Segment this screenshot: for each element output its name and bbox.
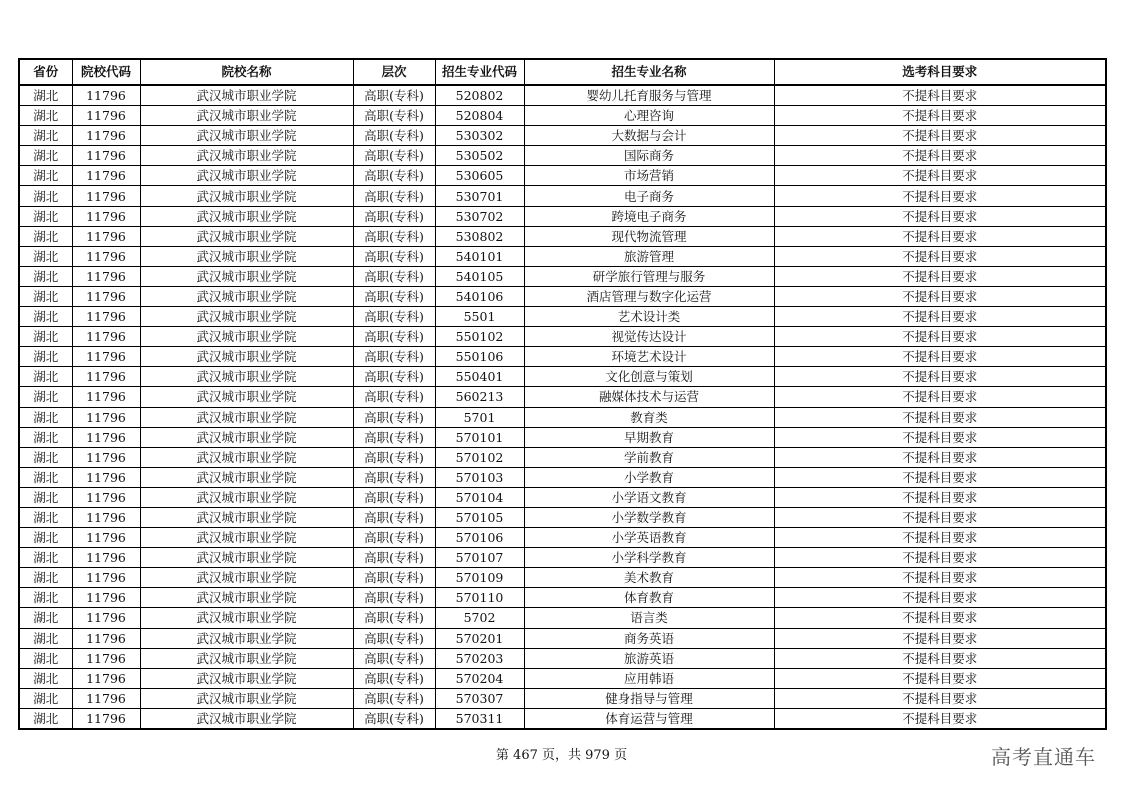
cell-province: 湖北 (19, 387, 72, 407)
cell-province: 湖北 (19, 186, 72, 206)
header-major-name: 招生专业名称 (524, 59, 774, 85)
table-row (19, 648, 1106, 668)
cell-major-name: 美术教育 (524, 568, 774, 588)
cell-major-name: 商务英语 (524, 628, 774, 648)
cell-major-name: 跨境电子商务 (524, 206, 774, 226)
cell-level: 高职(专科) (353, 206, 435, 226)
cell-province: 湖北 (19, 106, 72, 126)
cell-level: 高职(专科) (353, 588, 435, 608)
cell-province: 湖北 (19, 407, 72, 427)
cell-subject-requirement: 不提科目要求 (774, 467, 1106, 487)
cell-province: 湖北 (19, 327, 72, 347)
cell-major-code: 530502 (435, 146, 524, 166)
table-row (19, 106, 1106, 126)
cell-level: 高职(专科) (353, 126, 435, 146)
cell-major-code: 540105 (435, 266, 524, 286)
cell-school-code: 11796 (72, 688, 140, 708)
table-row (19, 588, 1106, 608)
cell-province: 湖北 (19, 206, 72, 226)
cell-school-code: 11796 (72, 166, 140, 186)
cell-major-code: 570307 (435, 688, 524, 708)
cell-major-name: 教育类 (524, 407, 774, 427)
cell-subject-requirement: 不提科目要求 (774, 528, 1106, 548)
table-row (19, 467, 1106, 487)
cell-province: 湖北 (19, 608, 72, 628)
cell-major-code: 540106 (435, 286, 524, 306)
table-row (19, 146, 1106, 166)
cell-school-name: 武汉城市职业学院 (140, 487, 353, 507)
cell-level: 高职(专科) (353, 427, 435, 447)
cell-major-code: 570102 (435, 447, 524, 467)
cell-school-name: 武汉城市职业学院 (140, 286, 353, 306)
cell-major-code: 550401 (435, 367, 524, 387)
cell-school-name: 武汉城市职业学院 (140, 588, 353, 608)
table-row (19, 126, 1106, 146)
cell-subject-requirement: 不提科目要求 (774, 286, 1106, 306)
table-body (19, 85, 1106, 729)
cell-school-code: 11796 (72, 668, 140, 688)
cell-school-name: 武汉城市职业学院 (140, 668, 353, 688)
cell-major-code: 520802 (435, 85, 524, 106)
cell-school-name: 武汉城市职业学院 (140, 708, 353, 729)
cell-province: 湖北 (19, 266, 72, 286)
cell-subject-requirement: 不提科目要求 (774, 327, 1106, 347)
header-subject-requirement: 选考科目要求 (774, 59, 1106, 85)
table-row (19, 166, 1106, 186)
cell-level: 高职(专科) (353, 85, 435, 106)
header-major-code: 招生专业代码 (435, 59, 524, 85)
cell-province: 湖北 (19, 688, 72, 708)
cell-level: 高职(专科) (353, 467, 435, 487)
cell-major-name: 旅游英语 (524, 648, 774, 668)
cell-major-name: 电子商务 (524, 186, 774, 206)
cell-subject-requirement: 不提科目要求 (774, 106, 1106, 126)
cell-subject-requirement: 不提科目要求 (774, 568, 1106, 588)
cell-school-name: 武汉城市职业学院 (140, 85, 353, 106)
cell-subject-requirement: 不提科目要求 (774, 708, 1106, 729)
cell-school-name: 武汉城市职业学院 (140, 106, 353, 126)
cell-school-code: 11796 (72, 387, 140, 407)
cell-major-name: 体育教育 (524, 588, 774, 608)
cell-subject-requirement: 不提科目要求 (774, 246, 1106, 266)
cell-province: 湖北 (19, 427, 72, 447)
cell-province: 湖北 (19, 708, 72, 729)
cell-level: 高职(专科) (353, 648, 435, 668)
cell-level: 高职(专科) (353, 286, 435, 306)
cell-major-name: 婴幼儿托育服务与管理 (524, 85, 774, 106)
cell-major-code: 570106 (435, 528, 524, 548)
cell-province: 湖北 (19, 447, 72, 467)
cell-major-name: 环境艺术设计 (524, 347, 774, 367)
cell-school-name: 武汉城市职业学院 (140, 688, 353, 708)
cell-major-name: 小学数学教育 (524, 507, 774, 527)
table-row (19, 447, 1106, 467)
cell-major-name: 小学英语教育 (524, 528, 774, 548)
cell-school-code: 11796 (72, 307, 140, 327)
cell-major-code: 570104 (435, 487, 524, 507)
cell-level: 高职(专科) (353, 106, 435, 126)
cell-subject-requirement: 不提科目要求 (774, 588, 1106, 608)
cell-level: 高职(专科) (353, 266, 435, 286)
cell-province: 湖北 (19, 307, 72, 327)
table-row (19, 367, 1106, 387)
table-row (19, 568, 1106, 588)
cell-major-name: 融媒体技术与运营 (524, 387, 774, 407)
cell-school-code: 11796 (72, 186, 140, 206)
cell-major-name: 学前教育 (524, 447, 774, 467)
table-row (19, 708, 1106, 729)
cell-major-name: 现代物流管理 (524, 226, 774, 246)
cell-school-name: 武汉城市职业学院 (140, 608, 353, 628)
cell-subject-requirement: 不提科目要求 (774, 266, 1106, 286)
cell-subject-requirement: 不提科目要求 (774, 166, 1106, 186)
cell-major-name: 艺术设计类 (524, 307, 774, 327)
cell-school-code: 11796 (72, 447, 140, 467)
cell-school-code: 11796 (72, 487, 140, 507)
cell-major-name: 大数据与会计 (524, 126, 774, 146)
cell-level: 高职(专科) (353, 528, 435, 548)
cell-school-name: 武汉城市职业学院 (140, 507, 353, 527)
cell-school-code: 11796 (72, 106, 140, 126)
cell-school-name: 武汉城市职业学院 (140, 246, 353, 266)
cell-major-code: 570311 (435, 708, 524, 729)
cell-subject-requirement: 不提科目要求 (774, 307, 1106, 327)
cell-school-name: 武汉城市职业学院 (140, 648, 353, 668)
cell-school-name: 武汉城市职业学院 (140, 548, 353, 568)
cell-province: 湖北 (19, 146, 72, 166)
cell-subject-requirement: 不提科目要求 (774, 447, 1106, 467)
admissions-sheet (18, 58, 1105, 730)
cell-major-name: 语言类 (524, 608, 774, 628)
cell-major-code: 550106 (435, 347, 524, 367)
cell-major-code: 520804 (435, 106, 524, 126)
cell-major-name: 研学旅行管理与服务 (524, 266, 774, 286)
header-school-name: 院校名称 (140, 59, 353, 85)
table-row (19, 186, 1106, 206)
table-row (19, 85, 1106, 106)
cell-school-name: 武汉城市职业学院 (140, 307, 353, 327)
cell-subject-requirement: 不提科目要求 (774, 126, 1106, 146)
cell-level: 高职(专科) (353, 186, 435, 206)
cell-school-name: 武汉城市职业学院 (140, 367, 353, 387)
cell-major-code: 5702 (435, 608, 524, 628)
cell-level: 高职(专科) (353, 548, 435, 568)
cell-major-code: 570204 (435, 668, 524, 688)
cell-level: 高职(专科) (353, 407, 435, 427)
cell-subject-requirement: 不提科目要求 (774, 487, 1106, 507)
cell-subject-requirement: 不提科目要求 (774, 628, 1106, 648)
cell-major-code: 5701 (435, 407, 524, 427)
cell-major-code: 530302 (435, 126, 524, 146)
cell-major-code: 570109 (435, 568, 524, 588)
cell-province: 湖北 (19, 286, 72, 306)
cell-subject-requirement: 不提科目要求 (774, 688, 1106, 708)
cell-school-code: 11796 (72, 407, 140, 427)
cell-school-name: 武汉城市职业学院 (140, 347, 353, 367)
cell-major-code: 570103 (435, 467, 524, 487)
cell-major-code: 570105 (435, 507, 524, 527)
cell-school-name: 武汉城市职业学院 (140, 568, 353, 588)
cell-major-code: 530605 (435, 166, 524, 186)
cell-major-name: 文化创意与策划 (524, 367, 774, 387)
cell-province: 湖北 (19, 126, 72, 146)
cell-school-code: 11796 (72, 126, 140, 146)
cell-school-code: 11796 (72, 327, 140, 347)
table-row (19, 286, 1106, 306)
cell-school-code: 11796 (72, 85, 140, 106)
cell-school-name: 武汉城市职业学院 (140, 628, 353, 648)
cell-major-code: 530702 (435, 206, 524, 226)
cell-province: 湖北 (19, 548, 72, 568)
cell-subject-requirement: 不提科目要求 (774, 146, 1106, 166)
cell-province: 湖北 (19, 588, 72, 608)
cell-subject-requirement: 不提科目要求 (774, 85, 1106, 106)
cell-subject-requirement: 不提科目要求 (774, 648, 1106, 668)
cell-province: 湖北 (19, 668, 72, 688)
cell-major-code: 540101 (435, 246, 524, 266)
cell-subject-requirement: 不提科目要求 (774, 608, 1106, 628)
header-level: 层次 (353, 59, 435, 85)
cell-school-code: 11796 (72, 548, 140, 568)
cell-school-name: 武汉城市职业学院 (140, 206, 353, 226)
admissions-table (18, 58, 1107, 730)
cell-school-name: 武汉城市职业学院 (140, 186, 353, 206)
cell-major-code: 570203 (435, 648, 524, 668)
cell-major-name: 旅游管理 (524, 246, 774, 266)
cell-school-code: 11796 (72, 347, 140, 367)
cell-school-code: 11796 (72, 226, 140, 246)
table-row (19, 487, 1106, 507)
cell-school-code: 11796 (72, 206, 140, 226)
cell-level: 高职(专科) (353, 447, 435, 467)
cell-level: 高职(专科) (353, 608, 435, 628)
cell-province: 湖北 (19, 246, 72, 266)
cell-subject-requirement: 不提科目要求 (774, 668, 1106, 688)
cell-province: 湖北 (19, 568, 72, 588)
cell-level: 高职(专科) (353, 347, 435, 367)
cell-level: 高职(专科) (353, 246, 435, 266)
cell-level: 高职(专科) (353, 708, 435, 729)
cell-level: 高职(专科) (353, 628, 435, 648)
cell-school-code: 11796 (72, 648, 140, 668)
table-row (19, 548, 1106, 568)
cell-school-name: 武汉城市职业学院 (140, 407, 353, 427)
table-row (19, 668, 1106, 688)
cell-major-code: 530802 (435, 226, 524, 246)
cell-major-code: 570110 (435, 588, 524, 608)
cell-level: 高职(专科) (353, 307, 435, 327)
cell-level: 高职(专科) (353, 568, 435, 588)
cell-school-code: 11796 (72, 507, 140, 527)
cell-major-code: 570201 (435, 628, 524, 648)
cell-level: 高职(专科) (353, 327, 435, 347)
table-row (19, 226, 1106, 246)
cell-major-name: 小学科学教育 (524, 548, 774, 568)
table-row (19, 327, 1106, 347)
cell-subject-requirement: 不提科目要求 (774, 206, 1106, 226)
cell-level: 高职(专科) (353, 387, 435, 407)
cell-major-name: 体育运营与管理 (524, 708, 774, 729)
cell-major-code: 530701 (435, 186, 524, 206)
cell-major-name: 国际商务 (524, 146, 774, 166)
table-header-row (19, 59, 1106, 85)
cell-province: 湖北 (19, 487, 72, 507)
table-row (19, 266, 1106, 286)
cell-level: 高职(专科) (353, 146, 435, 166)
cell-major-code: 5501 (435, 307, 524, 327)
cell-province: 湖北 (19, 648, 72, 668)
cell-school-code: 11796 (72, 146, 140, 166)
cell-major-name: 酒店管理与数字化运营 (524, 286, 774, 306)
table-row (19, 307, 1106, 327)
cell-level: 高职(专科) (353, 226, 435, 246)
header-school-code: 院校代码 (72, 59, 140, 85)
page-number: 第 467 页，共 979 页 (495, 748, 628, 763)
table-row (19, 407, 1106, 427)
cell-level: 高职(专科) (353, 367, 435, 387)
cell-school-code: 11796 (72, 266, 140, 286)
table-row (19, 528, 1106, 548)
table-row (19, 427, 1106, 447)
cell-school-name: 武汉城市职业学院 (140, 528, 353, 548)
cell-major-code: 550102 (435, 327, 524, 347)
table-row (19, 347, 1106, 367)
cell-province: 湖北 (19, 347, 72, 367)
table-row (19, 206, 1106, 226)
cell-school-code: 11796 (72, 286, 140, 306)
cell-province: 湖北 (19, 85, 72, 106)
table-row (19, 387, 1106, 407)
cell-school-code: 11796 (72, 246, 140, 266)
cell-school-name: 武汉城市职业学院 (140, 387, 353, 407)
cell-level: 高职(专科) (353, 507, 435, 527)
cell-province: 湖北 (19, 467, 72, 487)
cell-level: 高职(专科) (353, 166, 435, 186)
cell-subject-requirement: 不提科目要求 (774, 347, 1106, 367)
cell-major-code: 570101 (435, 427, 524, 447)
table-row (19, 507, 1106, 527)
cell-major-name: 小学教育 (524, 467, 774, 487)
header-province: 省份 (19, 59, 72, 85)
cell-major-name: 小学语文教育 (524, 487, 774, 507)
cell-school-name: 武汉城市职业学院 (140, 126, 353, 146)
cell-subject-requirement: 不提科目要求 (774, 407, 1106, 427)
cell-school-code: 11796 (72, 467, 140, 487)
cell-subject-requirement: 不提科目要求 (774, 387, 1106, 407)
cell-major-name: 应用韩语 (524, 668, 774, 688)
cell-school-code: 11796 (72, 628, 140, 648)
cell-subject-requirement: 不提科目要求 (774, 226, 1106, 246)
watermark-logo: 高考直通车 (991, 745, 1096, 769)
cell-school-code: 11796 (72, 367, 140, 387)
cell-school-name: 武汉城市职业学院 (140, 327, 353, 347)
cell-school-code: 11796 (72, 528, 140, 548)
cell-subject-requirement: 不提科目要求 (774, 507, 1106, 527)
cell-school-code: 11796 (72, 608, 140, 628)
cell-school-name: 武汉城市职业学院 (140, 427, 353, 447)
cell-subject-requirement: 不提科目要求 (774, 367, 1106, 387)
cell-school-name: 武汉城市职业学院 (140, 266, 353, 286)
cell-school-name: 武汉城市职业学院 (140, 146, 353, 166)
cell-school-code: 11796 (72, 568, 140, 588)
cell-subject-requirement: 不提科目要求 (774, 427, 1106, 447)
cell-level: 高职(专科) (353, 487, 435, 507)
cell-major-code: 570107 (435, 548, 524, 568)
cell-school-code: 11796 (72, 427, 140, 447)
cell-major-code: 560213 (435, 387, 524, 407)
cell-province: 湖北 (19, 528, 72, 548)
cell-subject-requirement: 不提科目要求 (774, 548, 1106, 568)
table-row (19, 688, 1106, 708)
cell-major-name: 心理咨询 (524, 106, 774, 126)
cell-school-name: 武汉城市职业学院 (140, 226, 353, 246)
cell-major-name: 视觉传达设计 (524, 327, 774, 347)
cell-subject-requirement: 不提科目要求 (774, 186, 1106, 206)
cell-province: 湖北 (19, 367, 72, 387)
cell-school-name: 武汉城市职业学院 (140, 467, 353, 487)
cell-province: 湖北 (19, 226, 72, 246)
cell-province: 湖北 (19, 628, 72, 648)
cell-school-name: 武汉城市职业学院 (140, 166, 353, 186)
cell-school-code: 11796 (72, 708, 140, 729)
cell-province: 湖北 (19, 166, 72, 186)
table-row (19, 628, 1106, 648)
cell-school-code: 11796 (72, 588, 140, 608)
cell-school-name: 武汉城市职业学院 (140, 447, 353, 467)
cell-major-name: 市场营销 (524, 166, 774, 186)
table-row (19, 608, 1106, 628)
cell-major-name: 健身指导与管理 (524, 688, 774, 708)
cell-level: 高职(专科) (353, 668, 435, 688)
cell-major-name: 早期教育 (524, 427, 774, 447)
table-row (19, 246, 1106, 266)
cell-province: 湖北 (19, 507, 72, 527)
cell-level: 高职(专科) (353, 688, 435, 708)
